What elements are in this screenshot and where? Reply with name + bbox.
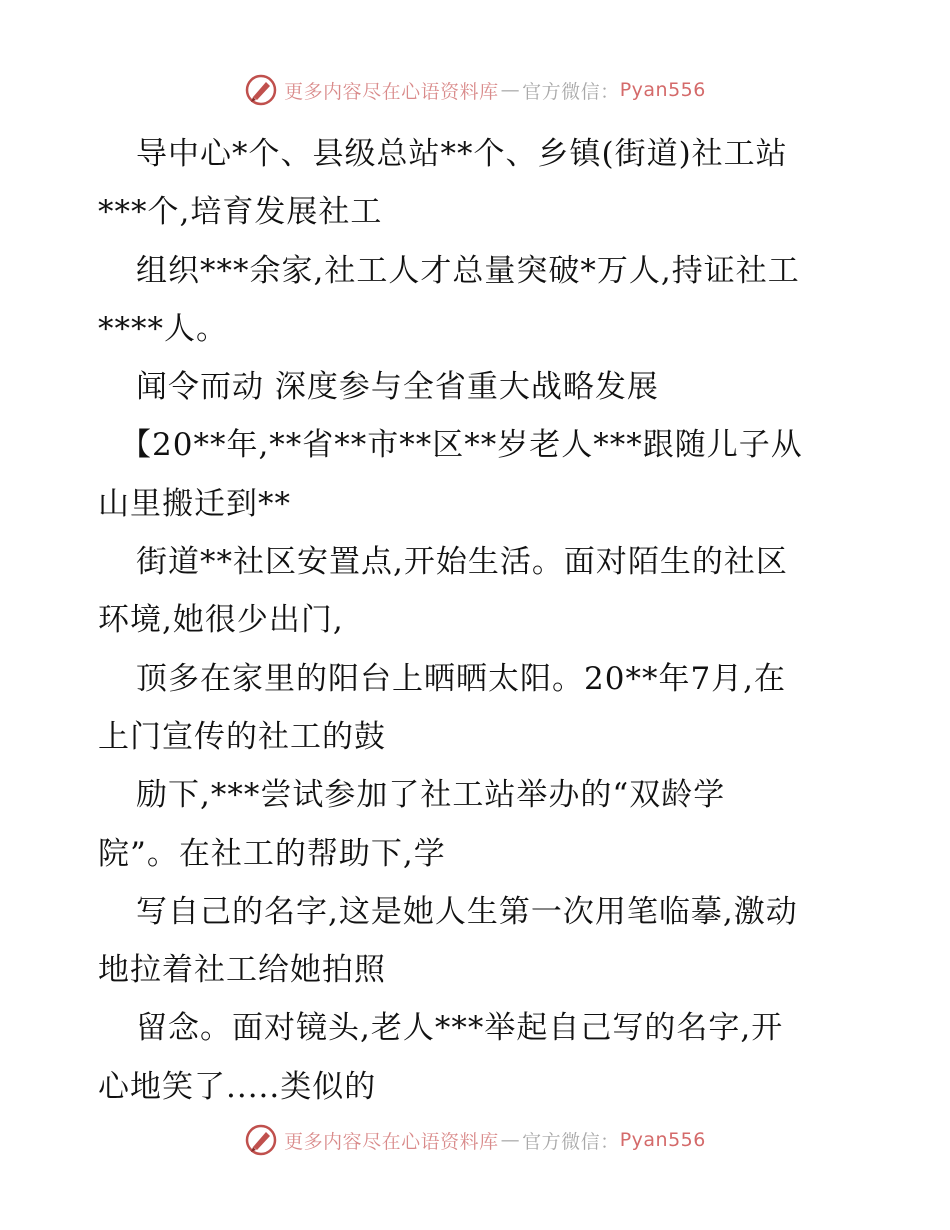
text-line: 街道**社区安置点,开始生活。面对陌生的社区 [136,544,788,581]
text-line: 顶多在家里的阳台上晒晒太阳。20**年7月,在 [136,660,787,697]
text-line: 环境,她很少出门, [98,602,344,639]
watermark-sub-text: 官方微信： [522,1130,620,1153]
text-line: 励下,***尝试参加了社工站举办的“双龄学 [136,777,726,814]
text-line: 上门宣传的社工的鼓 [98,718,386,755]
text-line: 写自己的名字,这是她人生第一次用笔临摹,激动 [136,893,798,930]
footer-watermark [0,1120,950,1160]
text-line: ***个,培育发展社工 [98,194,383,231]
pen-logo-icon [244,73,278,107]
watermark-main-text: 更多内容尽在心语资料库 [284,80,499,103]
watermark-main-text: 更多内容尽在心语资料库 [284,1130,499,1153]
section-heading: 闻令而动 深度参与全省重大战略发展 [136,369,659,406]
watermark-dash: — [500,79,521,101]
text-line: 山里搬迁到** [98,485,291,522]
document-body [98,125,868,1116]
pen-logo-icon [244,1123,278,1157]
watermark-dash: — [500,1129,521,1151]
text-line: ****人。 [98,310,228,347]
text-line: 地拉着社工给她拍照 [98,952,386,989]
watermark-wechat-id: Pyan556 [619,79,706,101]
text-line: 院”。在社工的帮助下,学 [98,835,446,872]
header-watermark [0,70,950,110]
text-line: 【20**年,**省**市**区**岁老人***跟随儿子从 [120,427,803,464]
text-line: 导中心*个、县级总站**个、乡镇(街道)社工站 [136,136,788,172]
text-line: 心地笑了.....类似的 [98,1068,377,1105]
text-line: 留念。面对镜头,老人***举起自己写的名字,开 [136,1010,784,1047]
text-line: 组织***余家,社工人才总量突破*万人,持证社工 [136,252,800,289]
watermark-sub-text: 官方微信： [522,80,620,103]
watermark-wechat-id: Pyan556 [619,1129,706,1151]
